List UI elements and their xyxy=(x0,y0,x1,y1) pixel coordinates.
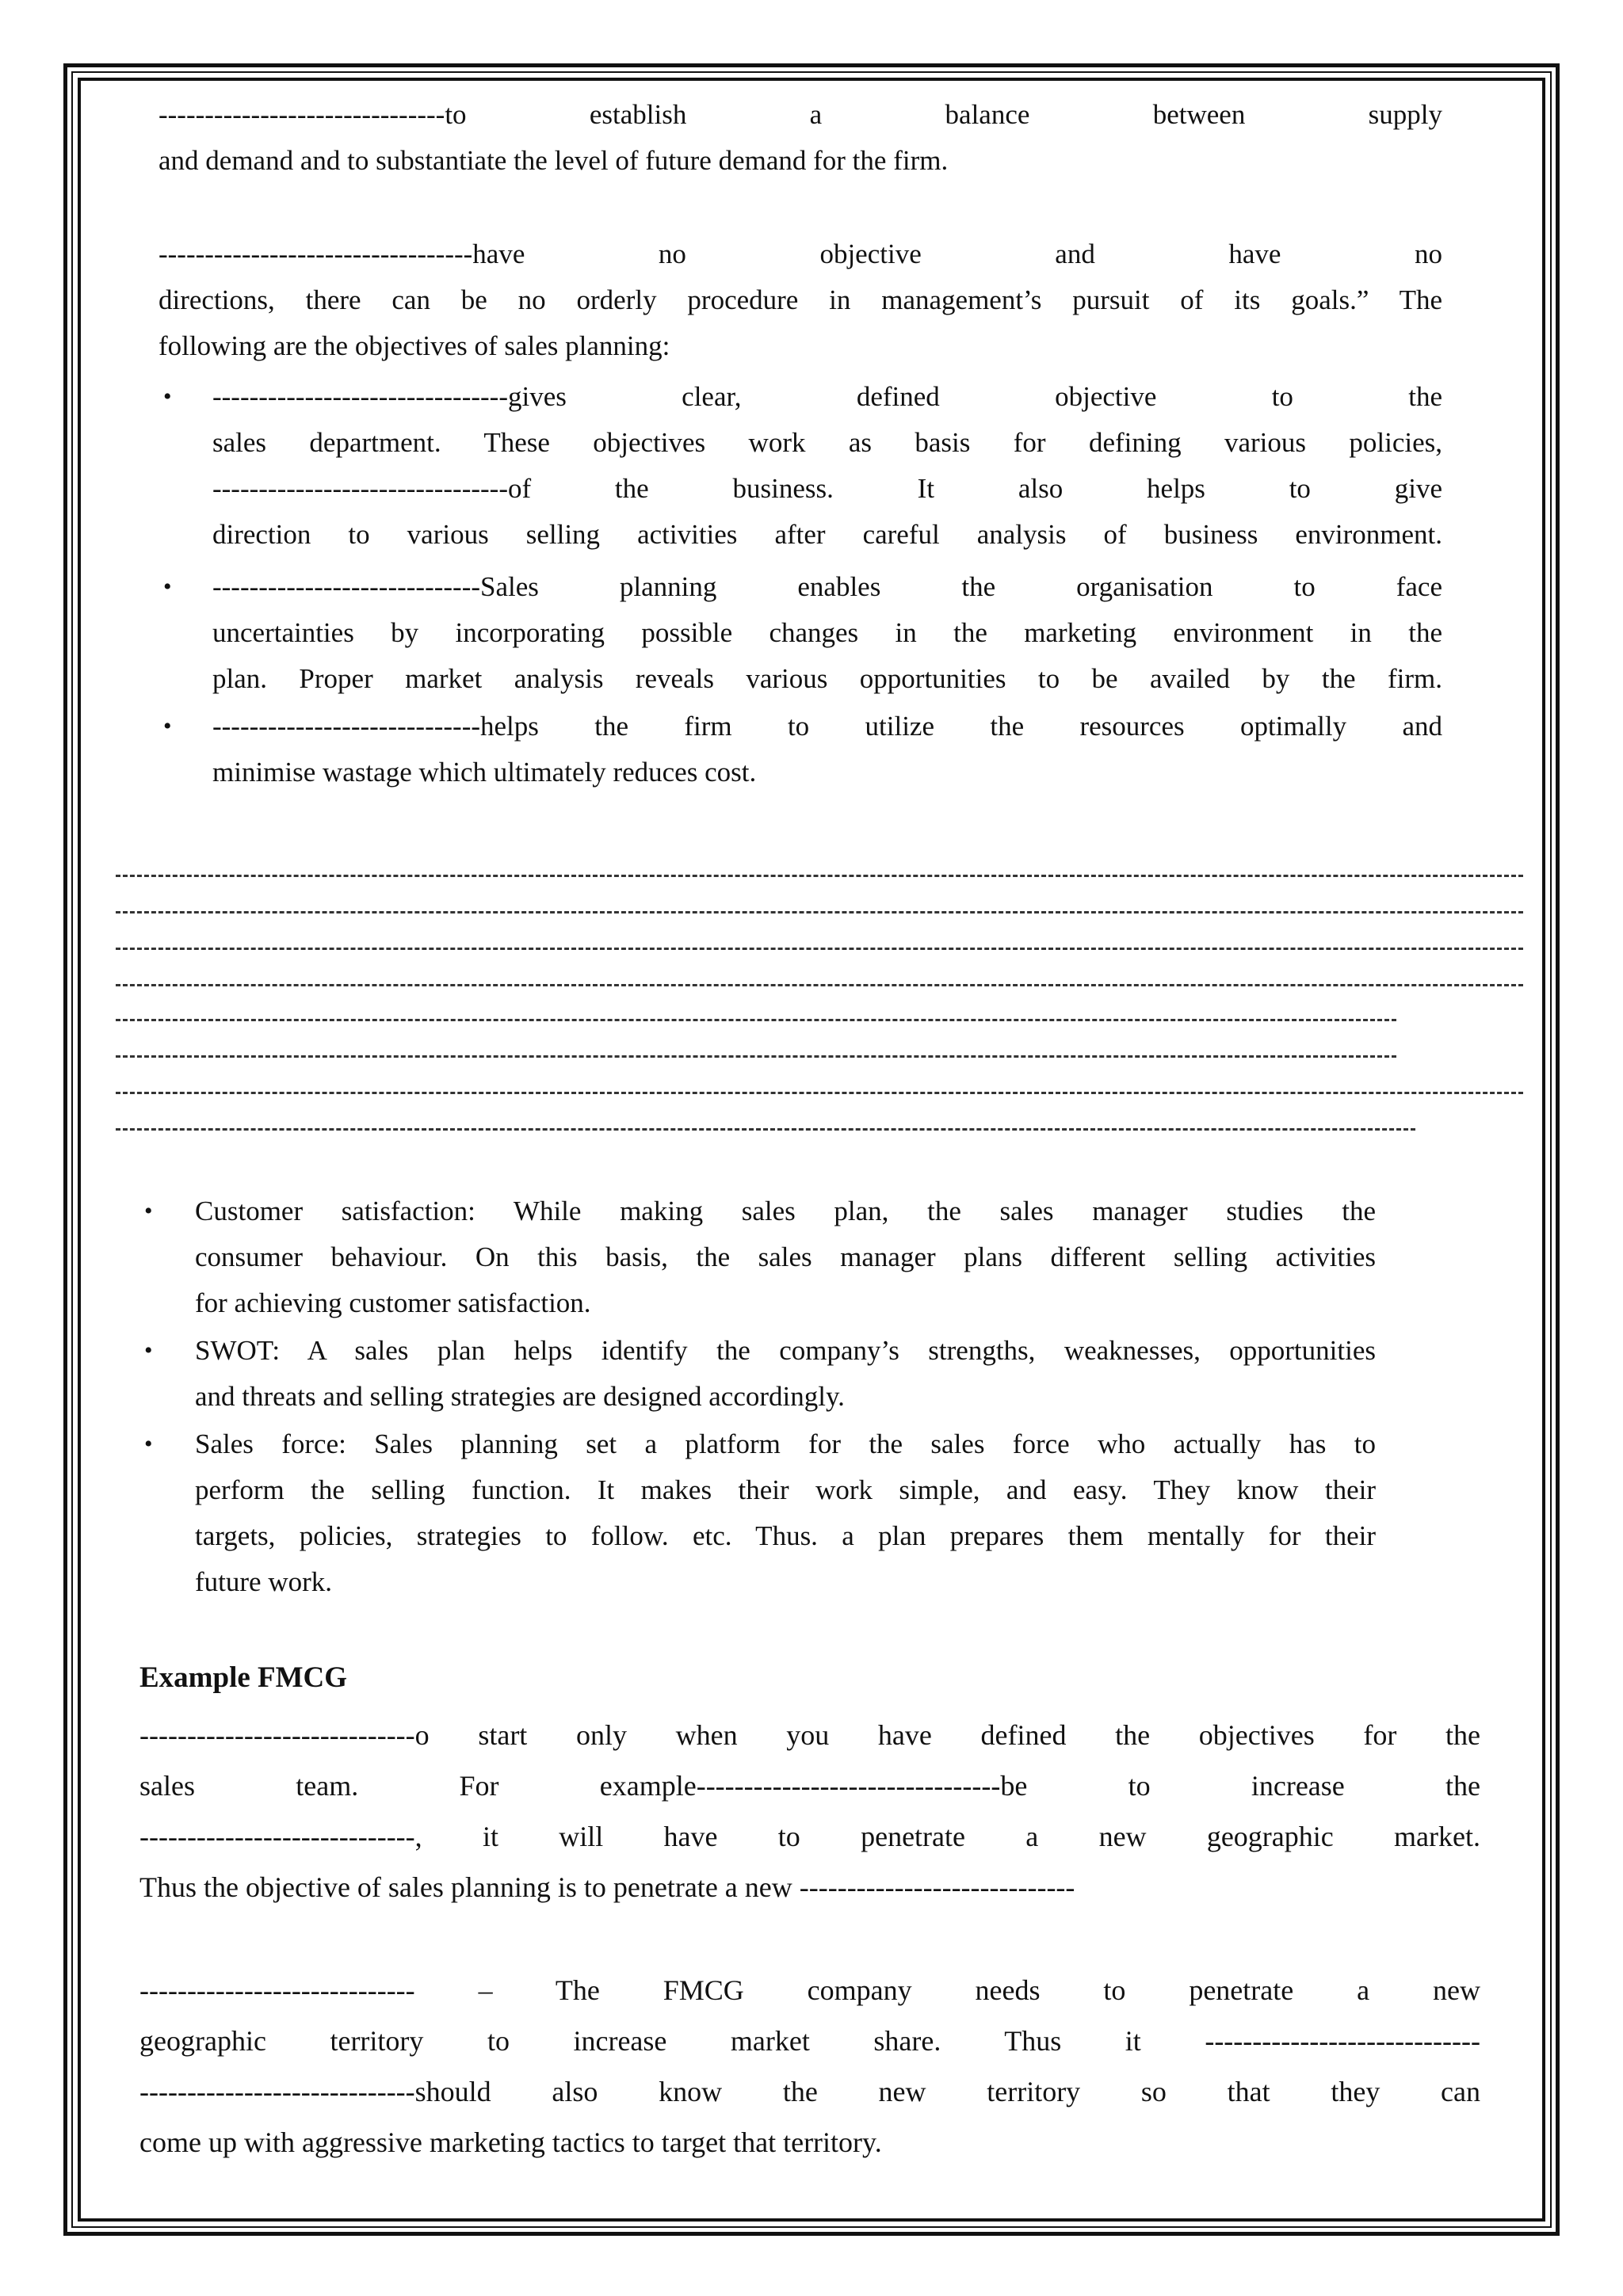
text-fragment: , it will have to penetrate a new geographic market. xyxy=(414,1821,1480,1852)
bullet-marker: • xyxy=(144,1198,153,1224)
bullet-item-resources xyxy=(212,704,1442,795)
text-line: and demand and to substantiate the level of future demand for the firm. xyxy=(158,145,949,176)
text-line: and threats and selling strategies are designed accordingly. xyxy=(195,1381,845,1412)
blank-rule xyxy=(116,1019,1396,1021)
text-line: perform the selling function. It makes their work simple, and easy. They know their xyxy=(195,1474,1376,1505)
text-fragment: Sales planning enables the organisation to face xyxy=(480,571,1442,602)
text-fragment: gives clear, defined objective to the xyxy=(507,381,1442,412)
blank-dash: ------------------------------- xyxy=(158,99,445,130)
bullet-marker: • xyxy=(163,383,172,410)
text-fragment: to establish a balance between supply xyxy=(445,99,1442,130)
blank-dash: ----------------------------- xyxy=(212,571,481,602)
blank-dash: ----------------------------- xyxy=(139,1821,415,1852)
text-fragment: be to increase the xyxy=(1000,1770,1481,1802)
blank-dash: ----------------------------- xyxy=(799,1871,1075,1903)
text-line xyxy=(139,1862,1480,1913)
text-line: for achieving customer satisfaction. xyxy=(195,1287,591,1318)
bullet-marker: • xyxy=(144,1431,153,1457)
text-fragment: of the business. It also helps to give xyxy=(507,473,1442,504)
paragraph-balance xyxy=(158,92,1442,184)
text-line xyxy=(139,1811,1480,1862)
blank-dash: ----------------------------- xyxy=(212,711,481,742)
text-line: directions, there can be no orderly procedure in management’s pursuit of its goals.” The xyxy=(158,284,1442,315)
blank-dash: -------------------------------- xyxy=(212,473,508,504)
blank-dash: -------------------------------- xyxy=(212,381,508,412)
bullet-item-swot xyxy=(195,1328,1376,1420)
blank-dash: ----------------------------- xyxy=(139,2076,415,2107)
blank-rule xyxy=(116,984,1523,986)
text-line xyxy=(158,231,1442,277)
text-line: direction to various selling activities after careful analysis of business environment. xyxy=(212,519,1442,550)
text-line xyxy=(139,1710,1480,1760)
text-line: SWOT: A sales plan helps identify the company’s strengths, weaknesses, opportunities xyxy=(195,1335,1376,1366)
text-line: uncertainties by incorporating possible changes in the marketing environment in the xyxy=(212,617,1442,648)
blank-rule xyxy=(116,1092,1523,1094)
text-fragment: o start only when you have defined the objectives for the xyxy=(414,1719,1480,1751)
text-line xyxy=(212,466,1442,512)
text-fragment: sales team. For example xyxy=(139,1770,697,1802)
text-fragment: helps the firm to utilize the resources optimally and xyxy=(480,711,1442,742)
bullet-item-sales-force xyxy=(195,1421,1376,1605)
paragraph-example-objective xyxy=(139,1710,1480,1913)
text-line: sales department. These objectives work as basis for defining various policies, xyxy=(212,427,1442,458)
text-line: Sales force: Sales planning set a platform for the sales force who actually has to xyxy=(195,1428,1376,1459)
text-fragment: should also know the new territory so that they can xyxy=(414,2076,1480,2107)
bullet-marker: • xyxy=(163,713,172,739)
text-line xyxy=(158,92,1442,138)
blank-dash: ----------------------------- xyxy=(139,1719,415,1751)
blank-rule xyxy=(116,911,1523,913)
section-heading: Example FMCG xyxy=(139,1661,348,1694)
text-line: targets, policies, strategies to follow. etc. Thus. a plan prepares them mentally for their xyxy=(195,1520,1376,1551)
blank-dash: ----------------------------- xyxy=(1205,2025,1480,2057)
text-fragment: Thus the objective of sales planning is to penetrate a new xyxy=(139,1871,792,1903)
text-line: Customer satisfaction: While making sales plan, the sales manager studies the xyxy=(195,1196,1376,1226)
text-line xyxy=(212,564,1442,610)
blank-rule xyxy=(116,948,1523,950)
paragraph-example-territory xyxy=(139,1965,1480,2168)
text-line xyxy=(139,1965,1480,2016)
text-line xyxy=(212,704,1442,749)
text-line xyxy=(139,1760,1480,1811)
text-line xyxy=(212,374,1442,420)
text-line xyxy=(139,2066,1480,2117)
blank-rule xyxy=(116,1128,1415,1131)
text-line: minimise wastage which ultimately reduces cost. xyxy=(212,757,757,788)
paragraph-objectives-intro xyxy=(158,231,1442,369)
blank-rule xyxy=(116,875,1523,877)
text-fragment: have no objective and have no xyxy=(472,238,1442,269)
bullet-item-uncertainties xyxy=(212,564,1442,702)
text-line xyxy=(139,2016,1480,2066)
text-line: future work. xyxy=(195,1566,333,1597)
bullet-item-customer-satisfaction xyxy=(195,1188,1376,1326)
blank-dash: -------------------------------- xyxy=(696,1770,1001,1802)
blank-dash: ----------------------------- xyxy=(139,1974,415,2006)
text-line: consumer behaviour. On this basis, the sales manager plans different selling activities xyxy=(195,1241,1376,1272)
bullet-marker: • xyxy=(144,1337,153,1363)
bullet-item-objective xyxy=(212,374,1442,558)
blank-dash: ---------------------------------- xyxy=(158,238,473,269)
bullet-marker: • xyxy=(163,574,172,600)
text-line: come up with aggressive marketing tactics to target that territory. xyxy=(139,2126,882,2158)
text-line: plan. Proper market analysis reveals various opportunities to be availed by the firm. xyxy=(212,663,1442,694)
text-fragment: – The FMCG company needs to penetrate a new xyxy=(478,1974,1481,2006)
text-fragment: geographic territory to increase market share. Thus it xyxy=(139,2025,1141,2057)
blank-rule xyxy=(116,1055,1396,1058)
text-line: following are the objectives of sales planning: xyxy=(158,330,670,361)
